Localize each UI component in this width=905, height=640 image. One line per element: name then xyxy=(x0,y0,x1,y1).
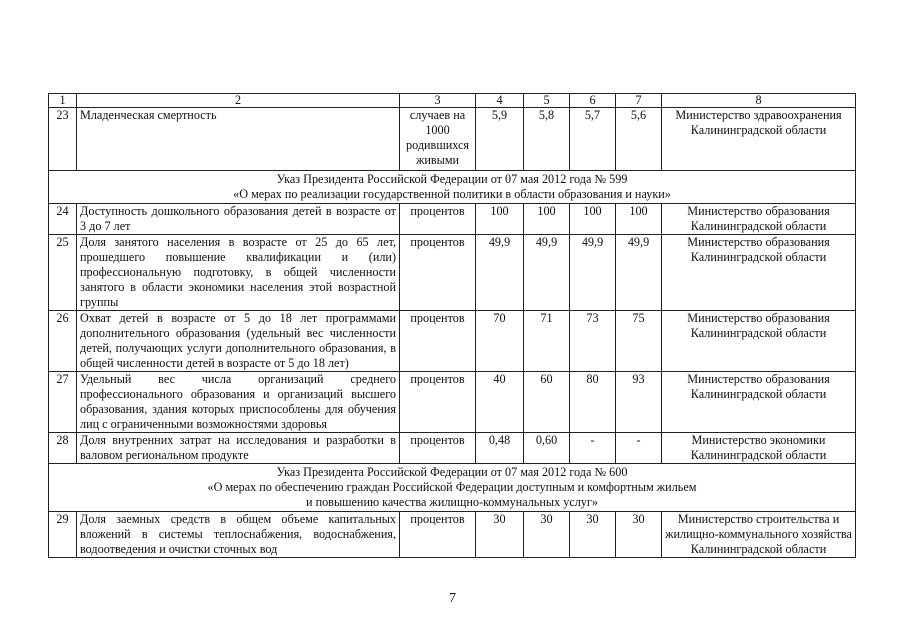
ministry-cell: Министерство образования Калининградской области xyxy=(662,235,856,311)
value-cell: 60 xyxy=(524,372,570,433)
indicator-name: Охват детей в возрасте от 5 до 18 лет программами дополнительного образования (удельный вес численности детей, получающих услуги дополнительного образования, в общей численности детей в возрасте от 5 до 18 лет) xyxy=(77,311,400,372)
value-cell: 49,9 xyxy=(616,235,662,311)
table-row xyxy=(49,372,856,433)
value-cell: 70 xyxy=(476,311,524,372)
table-row xyxy=(49,311,856,372)
value-cell: 100 xyxy=(476,204,524,235)
indicator-name: Доля занятого населения в возрасте от 25 до 65 лет, прошедшего повышение квалификации и (или) профессиональную подготовку, в общей численности занятого в области экономики населения этой возрастной группы xyxy=(77,235,400,311)
value-cell: 71 xyxy=(524,311,570,372)
unit-cell: процентов xyxy=(400,204,476,235)
unit-cell: процентов xyxy=(400,311,476,372)
decree-600-row xyxy=(49,464,856,512)
column-header: 5 xyxy=(524,94,570,108)
ministry-cell: Министерство экономики Калининградской области xyxy=(662,433,856,464)
value-cell: 93 xyxy=(616,372,662,433)
value-cell: 30 xyxy=(476,512,524,558)
value-cell: 30 xyxy=(570,512,616,558)
row-number: 24 xyxy=(49,204,77,235)
column-header: 7 xyxy=(616,94,662,108)
value-cell: 49,9 xyxy=(476,235,524,311)
value-cell: - xyxy=(616,433,662,464)
value-cell: 73 xyxy=(570,311,616,372)
unit-cell: процентов xyxy=(400,433,476,464)
column-header: 4 xyxy=(476,94,524,108)
decree-600 xyxy=(49,464,856,512)
table-header-row xyxy=(49,94,856,108)
table-row xyxy=(49,204,856,235)
column-header: 8 xyxy=(662,94,856,108)
indicator-name: Младенческая смертность xyxy=(77,108,400,171)
decree-599-row xyxy=(49,171,856,204)
column-header: 3 xyxy=(400,94,476,108)
value-cell: 80 xyxy=(570,372,616,433)
value-cell: 75 xyxy=(616,311,662,372)
row-number: 25 xyxy=(49,235,77,311)
value-cell: 100 xyxy=(570,204,616,235)
value-cell: 0,60 xyxy=(524,433,570,464)
row-number: 27 xyxy=(49,372,77,433)
row-number: 29 xyxy=(49,512,77,558)
column-header: 2 xyxy=(77,94,400,108)
page-number: 7 xyxy=(449,591,456,606)
indicators-table xyxy=(48,93,856,558)
table-row xyxy=(49,433,856,464)
row-number: 26 xyxy=(49,311,77,372)
decree-subject: и повышению качества жилищно-коммунальных услуг» xyxy=(306,495,598,509)
decree-599 xyxy=(49,171,856,204)
ministry-cell: Министерство строительства и жилищно-коммунального хозяйства Калининградской области xyxy=(662,512,856,558)
value-cell: 5,6 xyxy=(616,108,662,171)
indicator-name: Доля заемных средств в общем объеме капитальных вложений в системы теплоснабжения, водоснабжения, водоотведения и очистки сточных вод xyxy=(77,512,400,558)
value-cell: 49,9 xyxy=(570,235,616,311)
value-cell: 30 xyxy=(524,512,570,558)
value-cell: 5,9 xyxy=(476,108,524,171)
column-header: 1 xyxy=(49,94,77,108)
row-number: 28 xyxy=(49,433,77,464)
decree-subject: «О мерах по реализации государственной политики в области образования и науки» xyxy=(233,187,671,201)
unit-cell: процентов xyxy=(400,372,476,433)
unit-cell: процентов xyxy=(400,512,476,558)
unit-cell: процентов xyxy=(400,235,476,311)
ministry-cell: Министерство образования Калининградской области xyxy=(662,204,856,235)
value-cell: 100 xyxy=(524,204,570,235)
decree-title: Указ Президента Российской Федерации от 07 мая 2012 года № 600 xyxy=(276,465,628,479)
indicator-name: Доля внутренних затрат на исследования и разработки в валовом региональном продукте xyxy=(77,433,400,464)
row-number: 23 xyxy=(49,108,77,171)
table-row xyxy=(49,235,856,311)
unit-cell: случаев на 1000 родившихся живыми xyxy=(400,108,476,171)
indicator-name: Доступность дошкольного образования детей в возрасте от 3 до 7 лет xyxy=(77,204,400,235)
table-row xyxy=(49,108,856,171)
value-cell: 40 xyxy=(476,372,524,433)
indicator-name: Удельный вес числа организаций среднего профессионального образования и организаций высшего образования, здания которых приспособлены для обучения лиц с ограниченными возможностями здоровья xyxy=(77,372,400,433)
decree-title: Указ Президента Российской Федерации от 07 мая 2012 года № 599 xyxy=(276,172,628,186)
value-cell: 100 xyxy=(616,204,662,235)
table-row xyxy=(49,512,856,558)
ministry-cell: Министерство образования Калининградской области xyxy=(662,372,856,433)
ministry-cell: Министерство здравоохранения Калининградской области xyxy=(662,108,856,171)
decree-subject: «О мерах по обеспечению граждан Российской Федерации доступным и комфортным жильем xyxy=(207,480,697,494)
ministry-cell: Министерство образования Калининградской области xyxy=(662,311,856,372)
value-cell: 5,7 xyxy=(570,108,616,171)
value-cell: 5,8 xyxy=(524,108,570,171)
value-cell: 49,9 xyxy=(524,235,570,311)
value-cell: 0,48 xyxy=(476,433,524,464)
value-cell: 30 xyxy=(616,512,662,558)
column-header: 6 xyxy=(570,94,616,108)
value-cell: - xyxy=(570,433,616,464)
